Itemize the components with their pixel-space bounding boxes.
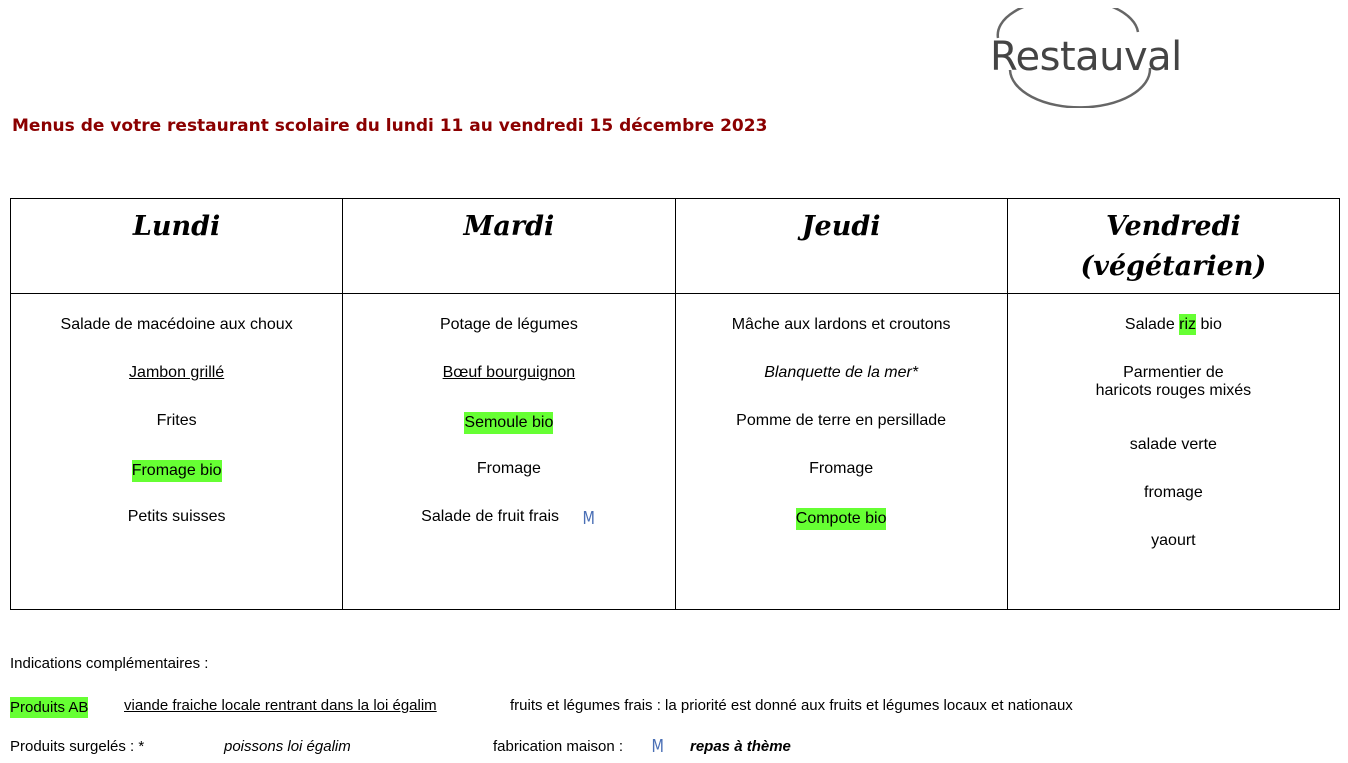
menu-item: Parmentier de haricots rouges mixés (1095, 364, 1252, 399)
menu-item: Petits suisses (127, 508, 226, 525)
day-lundi: Lundi (132, 211, 221, 242)
homemade-m-icon: M (651, 736, 664, 757)
menu-item: Jambon grillé (129, 364, 225, 381)
legend-surgeles: Produits surgelés : * (10, 738, 145, 755)
menu-item-bio: Fromage bio (11, 460, 342, 508)
page-title: Menus de votre restaurant scolaire du lundi 11 au vendredi 15 décembre 2023 (12, 116, 768, 136)
menu-lundi (11, 294, 343, 610)
header-lundi (11, 199, 343, 294)
legend-row-1 (10, 697, 1340, 717)
menu-item: salade verte (1129, 436, 1217, 453)
legend-heading: Indications complémentaires : (10, 655, 209, 672)
menu-item: Pomme de terre en persillade (736, 412, 947, 429)
menu-item: Salade de fruit frais M (421, 508, 596, 529)
header-mardi (343, 199, 675, 294)
menu-item: Frites (156, 412, 197, 429)
highlight-riz: riz (1179, 316, 1197, 333)
legend-viande: viande fraiche locale rentrant dans la loi égalim (124, 697, 437, 714)
legend-poissons: poissons loi égalim (224, 738, 351, 755)
header-vendredi (1007, 199, 1339, 294)
legend-row-2 (10, 738, 1340, 758)
menu-item: Salade de macédoine aux choux (60, 316, 293, 333)
menu-item: Mâche aux lardons et croutons (731, 316, 951, 333)
menu-item-bio: Compote bio (676, 508, 1007, 556)
menu-item: Potage de légumes (439, 316, 578, 333)
menu-item: Bœuf bourguignon (442, 364, 576, 381)
legend-produits-ab: Produits AB (10, 699, 89, 716)
menu-vendredi (1007, 294, 1339, 610)
menu-item: Blanquette de la mer* (764, 364, 919, 381)
day-vendredi: Vendredi (1106, 211, 1241, 242)
menu-item: Salade riz bio (1124, 316, 1222, 333)
menu-item-bio: Semoule bio (343, 412, 674, 460)
menu-table (10, 198, 1340, 610)
legend-fruits: fruits et légumes frais : la priorité est donné aux fruits et légumes locaux et nationaux (510, 697, 1073, 714)
legend-repas-theme: repas à thème (690, 738, 791, 755)
menu-mardi (343, 294, 675, 610)
menu-item: fromage (1144, 484, 1203, 501)
menu-item: Fromage (809, 460, 874, 477)
header-jeudi (675, 199, 1007, 294)
menu-jeudi (675, 294, 1007, 610)
day-vendredi-note: (végétarien) (1080, 251, 1267, 282)
homemade-m-icon: M (582, 508, 596, 529)
menu-item: Fromage (476, 460, 541, 477)
day-jeudi: Jeudi (801, 211, 881, 242)
logo-text: Restauval (990, 34, 1182, 80)
restauval-logo (980, 8, 1200, 108)
menu-item: yaourt (1151, 532, 1196, 549)
legend-fabrication: fabrication maison : (493, 738, 624, 755)
day-mardi: Mardi (463, 211, 555, 242)
